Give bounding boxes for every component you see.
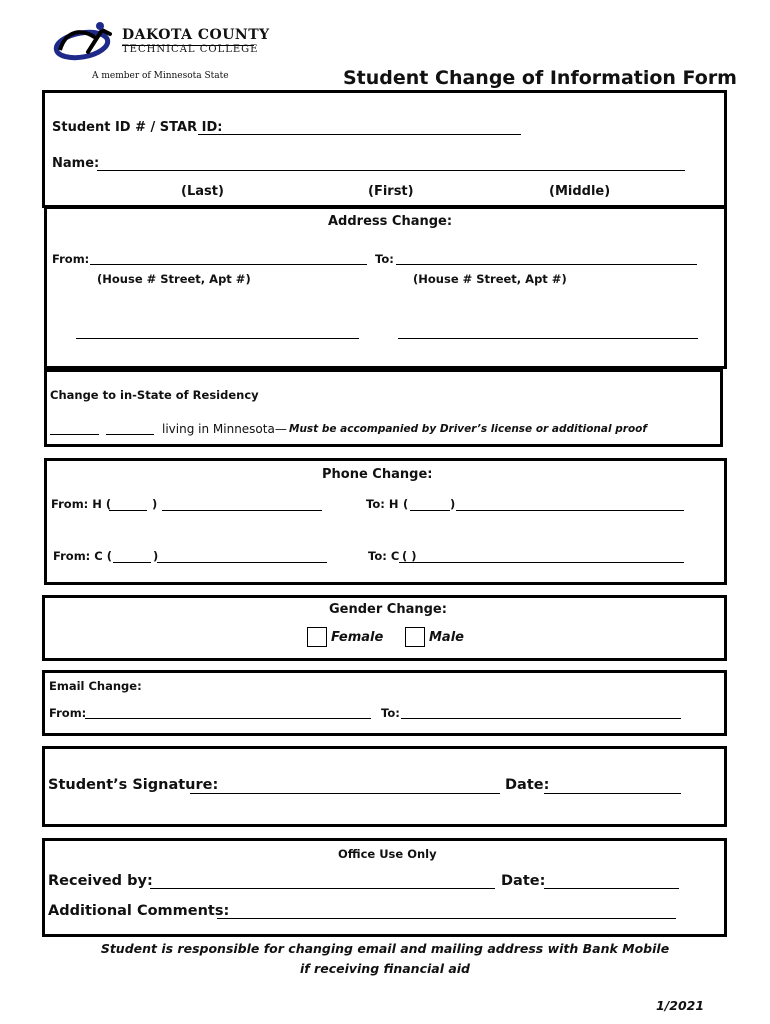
address-section bbox=[44, 206, 727, 369]
address-from-label: From: bbox=[52, 252, 90, 266]
phone-to-c-label: To: C bbox=[368, 549, 400, 563]
male-checkbox[interactable] bbox=[405, 627, 425, 647]
form-version: 1/2021 bbox=[656, 998, 705, 1013]
address-from-line2[interactable] bbox=[76, 338, 359, 339]
address-to-label: To: bbox=[375, 252, 394, 266]
logo-mark-icon bbox=[52, 20, 124, 64]
phone-from-h-area-field[interactable] bbox=[109, 510, 147, 511]
page-title: Student Change of Information Form bbox=[343, 67, 737, 89]
address-to-field[interactable] bbox=[396, 264, 697, 265]
gender-title: Gender Change: bbox=[329, 602, 447, 617]
email-section bbox=[42, 670, 727, 736]
phone-to-h-close: ) bbox=[450, 497, 456, 511]
residency-title: Change to in-State of Residency bbox=[50, 388, 259, 402]
phone-from-c-number-field[interactable] bbox=[157, 562, 327, 563]
footer-note-line2: if receiving financial aid bbox=[299, 961, 471, 976]
phone-from-h-number-field[interactable] bbox=[162, 510, 322, 511]
phone-to-c-field[interactable] bbox=[399, 562, 684, 563]
phone-from-c-label: From: C ( bbox=[53, 549, 112, 563]
phone-title: Phone Change: bbox=[322, 467, 433, 482]
received-by-label: Received by: bbox=[48, 873, 153, 889]
female-checkbox[interactable] bbox=[307, 627, 327, 647]
phone-to-h-number-field[interactable] bbox=[456, 510, 684, 511]
comments-label: Additional Comments: bbox=[48, 903, 230, 919]
office-title: Office Use Only bbox=[338, 847, 437, 861]
student-id-label: Student ID # / STAR ID: bbox=[52, 120, 223, 135]
received-by-field[interactable] bbox=[150, 888, 495, 889]
signature-date-field[interactable] bbox=[544, 793, 681, 794]
residency-blank-2[interactable] bbox=[106, 434, 154, 435]
member-text: A member of Minnesota State bbox=[92, 71, 229, 81]
footer-note-line1: Student is responsible for changing email and mailing address with Bank Mobile bbox=[100, 941, 670, 956]
first-name-hint: (First) bbox=[368, 184, 414, 199]
residency-blank-1[interactable] bbox=[50, 434, 99, 435]
middle-name-hint: (Middle) bbox=[549, 184, 611, 199]
female-label: Female bbox=[331, 630, 384, 645]
address-from-field[interactable] bbox=[90, 264, 367, 265]
comments-field[interactable] bbox=[217, 918, 676, 919]
phone-from-c-close: ) bbox=[153, 549, 159, 563]
phone-to-c-parens: ( ) bbox=[402, 549, 417, 563]
address-title: Address Change: bbox=[328, 214, 453, 229]
signature-date-label: Date: bbox=[505, 777, 550, 793]
student-id-field[interactable] bbox=[198, 134, 521, 135]
phone-from-h-label: From: H ( bbox=[51, 497, 112, 511]
email-to-field[interactable] bbox=[401, 718, 681, 719]
email-from-field[interactable] bbox=[85, 718, 371, 719]
residency-living-text: living in Minnesota— bbox=[162, 422, 287, 436]
name-label: Name: bbox=[52, 156, 100, 171]
signature-field[interactable] bbox=[190, 793, 500, 794]
org-name-line1: DAKOTA COUNTY bbox=[122, 27, 270, 43]
male-label: Male bbox=[429, 630, 464, 645]
email-title: Email Change: bbox=[49, 679, 142, 693]
phone-to-h-area-field[interactable] bbox=[410, 510, 450, 511]
email-from-label: From: bbox=[49, 706, 87, 720]
office-date-field[interactable] bbox=[544, 888, 679, 889]
email-to-label: To: bbox=[381, 706, 400, 720]
office-date-label: Date: bbox=[501, 873, 546, 889]
address-from-hint: (House # Street, Apt #) bbox=[97, 272, 251, 286]
org-name-line2: TECHNICAL COLLEGE bbox=[122, 44, 259, 55]
signature-label: Student’s Signature: bbox=[48, 777, 219, 793]
residency-section bbox=[44, 369, 723, 447]
phone-from-h-close: ) bbox=[152, 497, 158, 511]
address-to-hint: (House # Street, Apt #) bbox=[413, 272, 567, 286]
phone-from-c-area-field[interactable] bbox=[113, 562, 151, 563]
residency-note: Must be accompanied by Driver’s license or additional proof bbox=[289, 423, 647, 435]
address-to-line2[interactable] bbox=[398, 338, 698, 339]
last-name-hint: (Last) bbox=[181, 184, 224, 199]
phone-to-h-open: ( bbox=[403, 497, 409, 511]
college-logo bbox=[52, 20, 124, 64]
phone-to-h-label: To: H bbox=[366, 497, 399, 511]
name-field[interactable] bbox=[97, 170, 685, 171]
